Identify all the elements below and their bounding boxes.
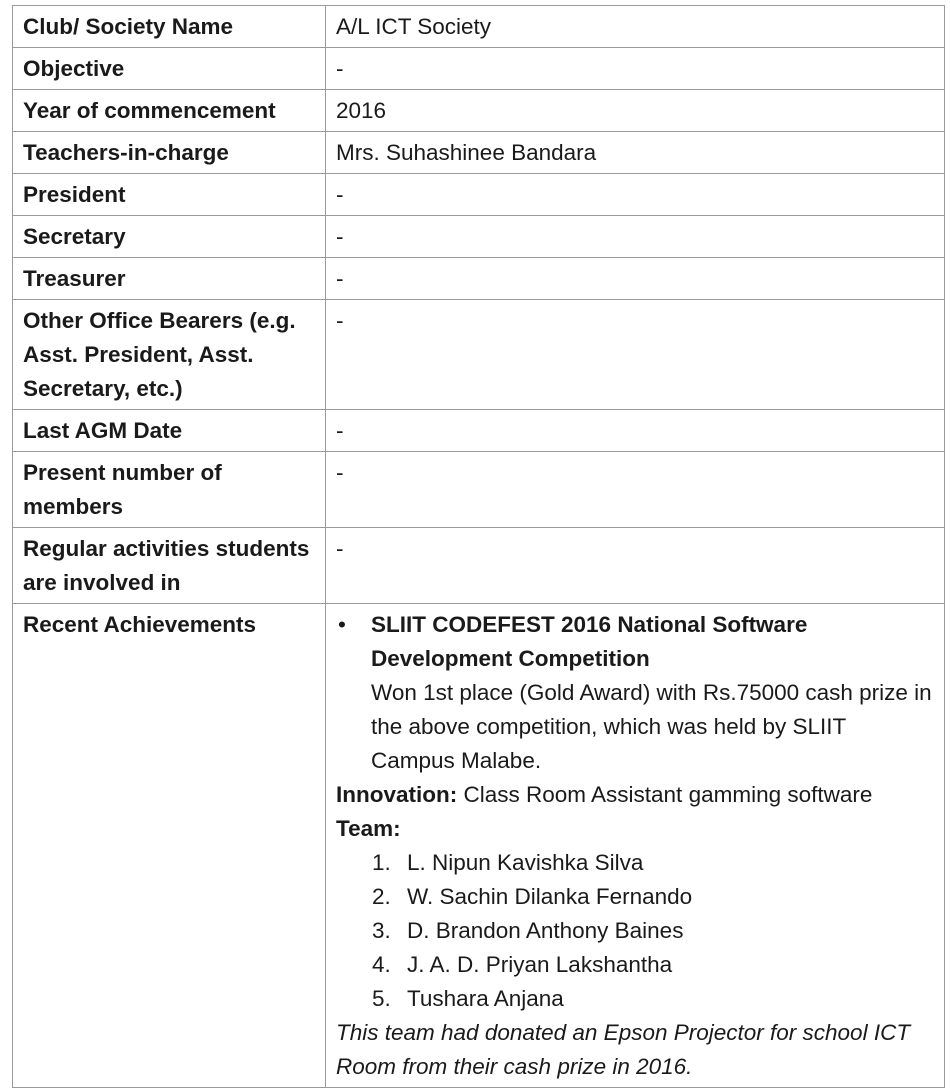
row-value-society-name: A/L ICT Society — [326, 6, 945, 48]
table-row — [13, 604, 945, 1088]
list-item — [372, 880, 934, 914]
bullet-icon: • — [338, 612, 346, 637]
list-item — [372, 982, 934, 1016]
row-value-treasurer: - — [326, 258, 945, 300]
society-info-table — [12, 5, 945, 1088]
team-member-name: W. Sachin Dilanka Fernando — [407, 884, 693, 909]
team-member-number: 1. — [372, 850, 391, 875]
team-member-name: D. Brandon Anthony Baines — [407, 918, 684, 943]
table-row — [13, 300, 945, 410]
competition-title: SLIIT CODEFEST 2016 National Software Development Competition — [371, 612, 808, 671]
table-row — [13, 528, 945, 604]
table-row — [13, 6, 945, 48]
row-value-recent-achievements — [326, 604, 945, 1088]
innovation-line — [336, 778, 934, 812]
row-value-last-agm-date: - — [326, 410, 945, 452]
competition-description: Won 1st place (Gold Award) with Rs.75000 cash prize in the above competition, which was held by SLIIT Campus Malabe. — [371, 680, 932, 773]
row-value-other-office-bearers: - — [326, 300, 945, 410]
table-row — [13, 452, 945, 528]
row-label-year: Year of commencement — [13, 90, 326, 132]
table-row — [13, 174, 945, 216]
team-label: Team: — [336, 816, 401, 841]
team-member-name: J. A. D. Priyan Lakshantha — [407, 952, 673, 977]
team-member-number: 4. — [372, 952, 391, 977]
list-item — [372, 948, 934, 982]
row-label-other-office-bearers: Other Office Bearers (e.g. Asst. President, Asst. Secretary, etc.) — [13, 300, 326, 410]
team-member-number: 5. — [372, 986, 391, 1011]
row-value-secretary: - — [326, 216, 945, 258]
table-row — [13, 48, 945, 90]
table-row — [13, 90, 945, 132]
row-label-recent-achievements: Recent Achievements — [13, 604, 326, 1088]
row-value-year: 2016 — [326, 90, 945, 132]
row-value-objective: - — [326, 48, 945, 90]
achievement-item — [336, 608, 934, 778]
table-row — [13, 216, 945, 258]
team-member-number: 3. — [372, 918, 391, 943]
team-member-number: 2. — [372, 884, 391, 909]
row-label-treasurer: Treasurer — [13, 258, 326, 300]
team-member-name: Tushara Anjana — [407, 986, 564, 1011]
table-row — [13, 258, 945, 300]
donation-note: This team had donated an Epson Projector for school ICT Room from their cash prize in 2016. — [336, 1020, 911, 1079]
innovation-label: Innovation: — [336, 782, 458, 807]
row-value-members: - — [326, 452, 945, 528]
row-label-teachers: Teachers-in-charge — [13, 132, 326, 174]
row-value-president: - — [326, 174, 945, 216]
list-item — [372, 914, 934, 948]
row-label-society-name: Club/ Society Name — [13, 6, 326, 48]
row-label-last-agm-date: Last AGM Date — [13, 410, 326, 452]
team-member-name: L. Nipun Kavishka Silva — [407, 850, 644, 875]
row-label-president: President — [13, 174, 326, 216]
row-value-regular-activities: - — [326, 528, 945, 604]
row-value-teachers: Mrs. Suhashinee Bandara — [326, 132, 945, 174]
innovation-value: Class Room Assistant gamming software — [457, 782, 873, 807]
row-label-members: Present number of members — [13, 452, 326, 528]
table-row — [13, 410, 945, 452]
list-item — [372, 846, 934, 880]
row-label-secretary: Secretary — [13, 216, 326, 258]
row-label-objective: Objective — [13, 48, 326, 90]
row-label-regular-activities: Regular activities students are involved in — [13, 528, 326, 604]
table-row — [13, 132, 945, 174]
team-list — [336, 846, 934, 1016]
